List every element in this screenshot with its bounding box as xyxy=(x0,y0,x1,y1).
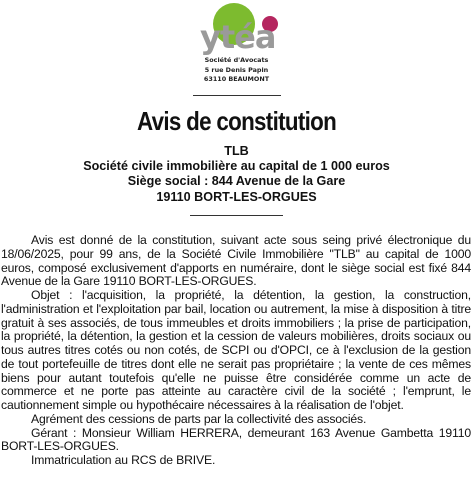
company-divider xyxy=(190,215,283,216)
ytea-logo-graphic xyxy=(186,2,286,60)
company-block xyxy=(0,144,473,205)
header-divider xyxy=(193,95,281,96)
paragraph-objet: Objet : l'acquisition, la propriété, la détention, la gestion, la construction, l'administration et l'exploitation par bail, location ou autrement, la mise à disposition à titre gratuit à ses associés, de tous immeubles et droits immobiliers ; la prise de participation, la propriété, la détention, la gestion et la cession de valeurs mobilières, droits sociaux ou tous autres titres cotés ou non cotés, de SCPI ou d'OPCI, ce à l'exclusion de la gestion de tout portefeuille de titres dont elle ne serait pas propriétaire ; la vente de ces mêmes biens pour autant toutefois qu'elle ne puisse être considérée comme un acte de commerce et ne porte pas atteinte au caractère civil de la société ; l'emprunt, le cautionnement simple ou hypothécaire nécessaires à la réalisation de l'objet. xyxy=(1,288,471,412)
registered-office: Siège social : 844 Avenue de la Gare xyxy=(127,174,346,189)
postal-city: 19110 BORT-LES-ORGUES xyxy=(156,189,317,204)
company-name: TLB xyxy=(224,144,249,158)
paragraph-gerant: Gérant : Monsieur William HERRERA, demeurant 163 Avenue Gambetta 19110 BORT-LES-ORGUES. xyxy=(1,425,471,454)
ytea-logo xyxy=(186,2,286,60)
logo-wordmark: ytéa xyxy=(200,18,276,56)
logo-white-dot xyxy=(270,11,274,15)
firm-city: 63110 BEAUMONT xyxy=(203,75,270,83)
firm-street: 5 rue Denis Papin xyxy=(204,65,269,74)
notice-body xyxy=(1,234,471,468)
paragraph-immatriculation: Immatriculation au RCS de BRIVE. xyxy=(31,453,216,467)
paragraph-agrement: Agrément des cessions de parts par la collectivité des associés. xyxy=(31,411,367,426)
notice-title: Avis de constitution xyxy=(136,106,337,136)
paragraph-constitution: Avis est donné de la constitution, suivant acte sous seing privé électronique du 18/06/2025, pour 99 ans, de la Société Civile Immobilière "TLB" au capital de 1000 euros, composé exclusivement d'apports en numéraire, dont le siège social est fixé 844 Avenue de la Gare 19110 BORT-LES-ORGUES. xyxy=(1,233,471,289)
firm-name: Société d'Avocats xyxy=(204,56,269,64)
company-type: Société civile immobilière au capital de 1 000 euros xyxy=(83,159,390,174)
firm-address-block xyxy=(0,56,473,85)
notice-header xyxy=(0,0,473,95)
